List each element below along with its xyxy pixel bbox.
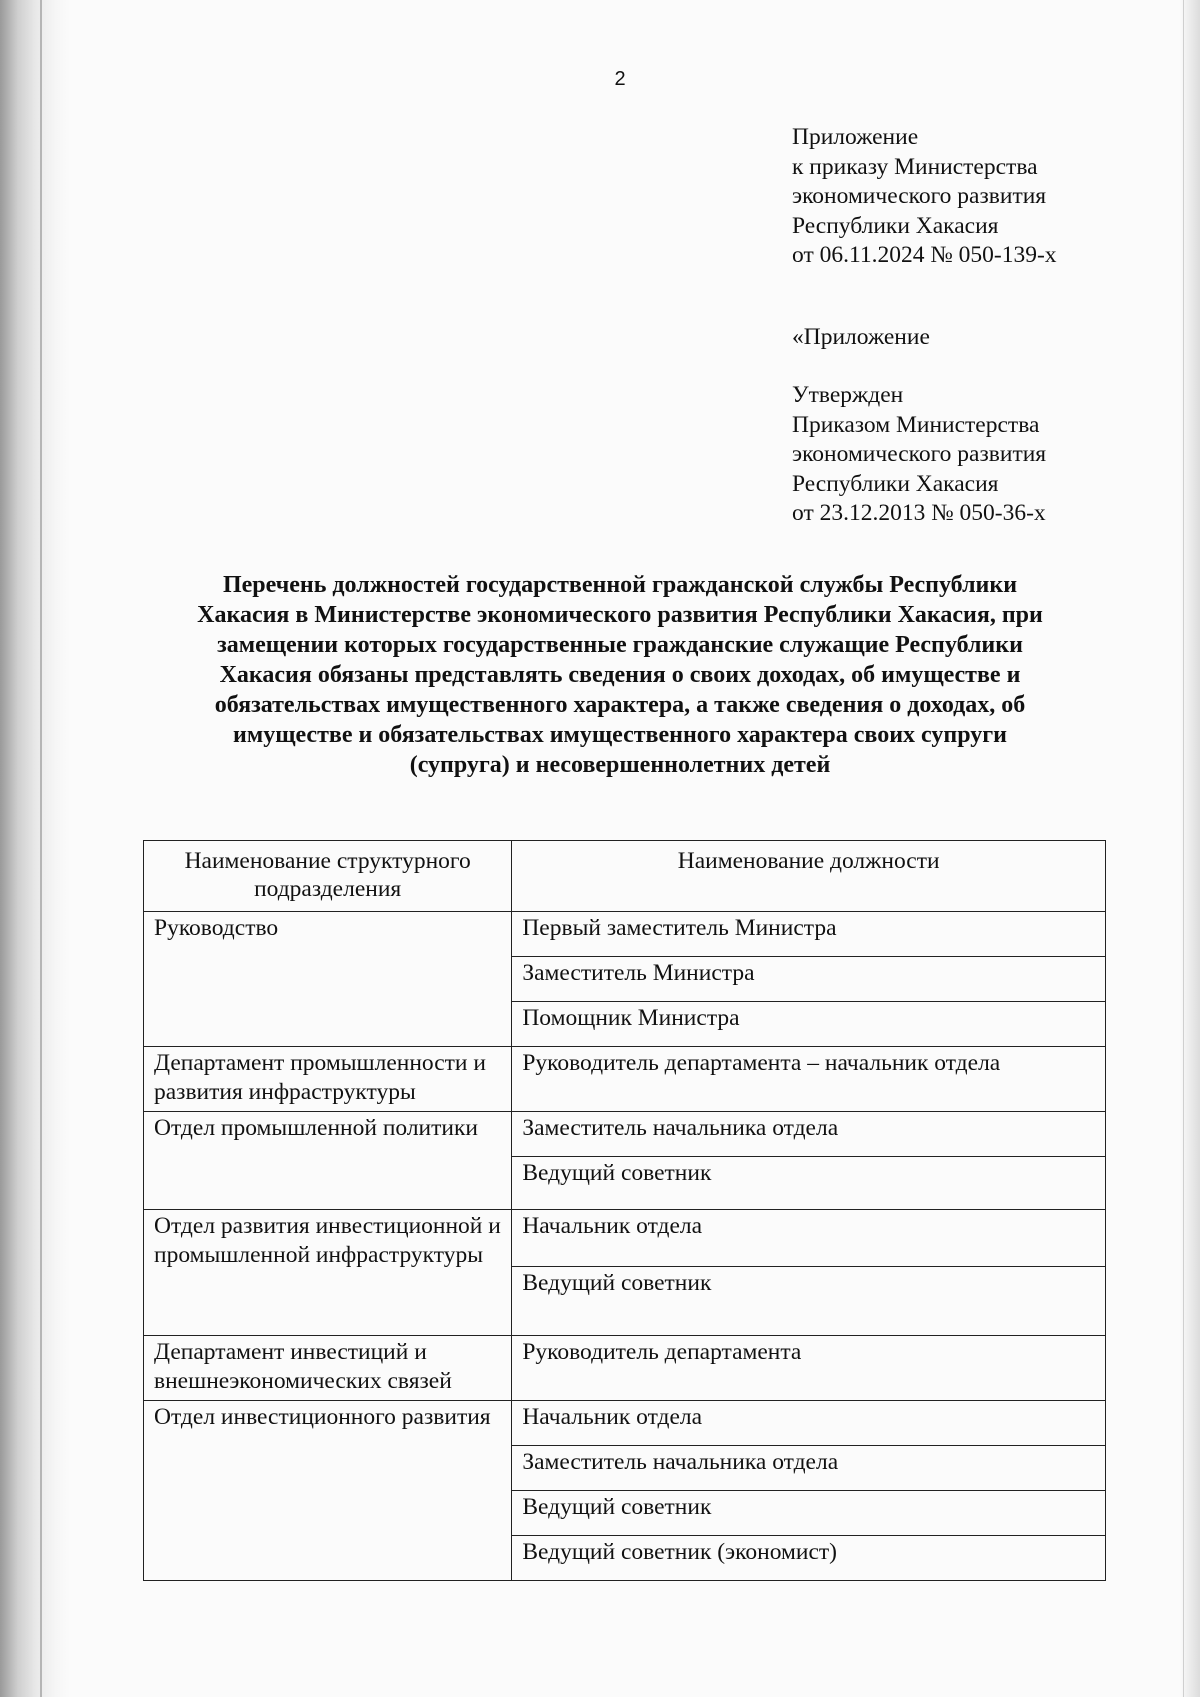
table-row [144, 912, 1106, 957]
annex-to-order-word: к [792, 153, 804, 180]
table-row [144, 1047, 1106, 1112]
table-row [144, 1112, 1106, 1157]
original-annex-title: «Приложение [792, 323, 930, 350]
position-cell: Ведущий советник [512, 1267, 1106, 1336]
position-cell: Первый заместитель Министра [512, 912, 1106, 957]
unit-cell: Руководство [144, 912, 512, 1047]
unit-cell: Департамент промышленности и развития инфраструктуры [144, 1047, 512, 1112]
scan-binding-line [40, 0, 42, 1697]
original-annex-date-line: от 23.12.2013 № 050-36-х [792, 500, 1046, 526]
original-annex-line: Приказом Министерства [792, 411, 1040, 438]
unit-cell: Отдел инвестиционного развития [144, 1401, 512, 1581]
position-cell: Помощник Министра [512, 1002, 1106, 1047]
page-number: 2 [614, 68, 626, 90]
document-title [150, 570, 1090, 780]
position-cell: Начальник отдела [512, 1401, 1106, 1446]
title-line: Перечень должностей государственной гражданской службы Республики [222, 572, 1018, 598]
table-row [144, 1336, 1106, 1401]
unit-cell: Отдел развития инвестиционной и промышленной инфраструктуры [144, 1210, 512, 1336]
annex-date-line: от 06.11.2024 № 050-139-х [792, 242, 1057, 268]
position-cell: Начальник отдела [512, 1210, 1106, 1267]
unit-cell: Департамент инвестиций и внешнеэкономических связей [144, 1336, 512, 1401]
table-row [144, 1401, 1106, 1446]
original-annex-line: Республики Хакасия [792, 470, 999, 497]
title-line: (супруга) и несовершеннолетних детей [409, 752, 831, 778]
position-cell: Руководитель департамента – начальник отдела [512, 1047, 1106, 1112]
annex-to-order-line [792, 153, 1092, 183]
position-cell: Заместитель начальника отдела [512, 1446, 1106, 1491]
positions-table [143, 840, 1106, 1581]
position-cell: Ведущий советник (экономист) [512, 1536, 1106, 1581]
header-unit: Наименование структурного подразделения [144, 841, 512, 912]
annex-to-order-word: Министерства [894, 153, 1038, 180]
approved-label: Утвержден [792, 382, 904, 408]
scan-shadow [0, 0, 70, 1697]
position-cell: Ведущий советник [512, 1157, 1106, 1210]
annex-line: экономического развития [792, 183, 1047, 209]
position-cell: Руководитель департамента [512, 1336, 1106, 1401]
table-row [144, 1210, 1106, 1267]
unit-cell: Отдел промышленной политики [144, 1112, 512, 1210]
scan-right-line [1183, 0, 1184, 1697]
title-line: замещении которых государственные гражданские служащие Республики [217, 632, 1023, 658]
title-line: Хакасия обязаны представлять сведения о своих доходах, об имуществе и [219, 662, 1021, 688]
title-line: имуществе и обязательствах имущественного характера своих супруги [233, 722, 1007, 748]
annex-to-order-word: приказу [809, 153, 889, 180]
position-cell: Заместитель начальника отдела [512, 1112, 1106, 1157]
position-cell: Заместитель Министра [512, 957, 1106, 1002]
annex-line: Республики Хакасия [792, 212, 999, 239]
annex-header-block [792, 123, 1122, 529]
annex-title: Приложение [792, 124, 919, 150]
title-line: Хакасия в Министерстве экономического развития Республики Хакасия, при [197, 602, 1043, 628]
table-header-row [144, 841, 1106, 912]
header-position: Наименование должности [512, 841, 1106, 912]
position-cell: Ведущий советник [512, 1491, 1106, 1536]
title-line: обязательствах имущественного характера, а также сведения о доходах, об [214, 692, 1026, 718]
original-annex-line: экономического развития [792, 441, 1047, 467]
